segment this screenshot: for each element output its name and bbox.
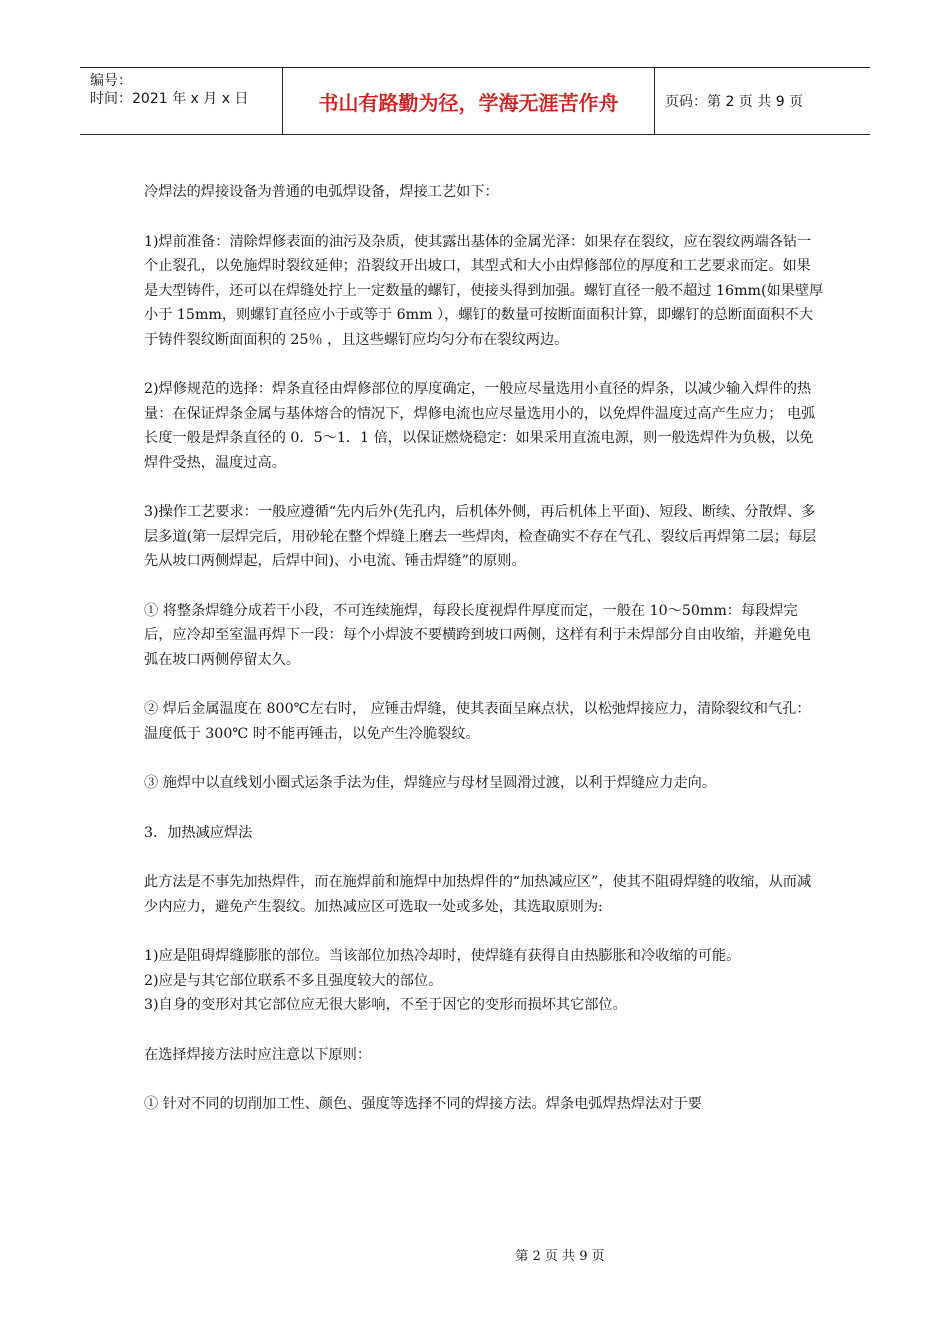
paragraph: ② 焊后金属温度在 800℃左右时， 应锤击焊缝，使其表面呈麻点状，以松弛焊接应力，清除裂纹和气孔：温度低于 300℃ 时不能再锤击，以免产生冷脆裂纹。 <box>144 701 811 742</box>
header-motto: 书山有路勤为径，学海无涯苦作舟 <box>283 68 655 134</box>
document-body <box>144 180 824 1142</box>
list-item: 2)应是与其它部位联系不多且强度较大的部位。 <box>144 972 443 989</box>
document-number-label: 编号： <box>90 73 132 89</box>
paragraph: ③ 施焊中以直线划小圈式运条手法为佳，焊缝应与母材呈圆滑过渡，以利于焊缝应力走向。 <box>144 775 717 791</box>
paragraph: 在选择焊接方法时应注意以下原则： <box>144 1046 372 1063</box>
paragraph: 1)焊前准备：清除焊修表面的油污及杂质，使其露出基体的金属光泽：如果存在裂纹，应在裂纹两端各钻一个止裂孔，以免施焊时裂纹延伸；沿裂纹开出坡口，其型式和大小由焊修部位的厚度和工艺要求而定。如果是大型铸件，还可以在焊缝处拧上一定数量的螺钉，使接头得到加强。螺钉直径一般不超过 16mm(如果壁厚小于 15mm，则螺钉直径应小于或等于 6mm ），螺钉的数量可按断面面积计算，即螺钉的总断面面积不大于铸件裂纹断面面积的 25％ ，且这些螺钉应均匀分布在裂纹两边。 <box>144 233 824 348</box>
document-date-label: 时间：2021 年 x 月 x 日 <box>90 91 249 107</box>
paragraph: 2)焊修规范的选择：焊条直径由焊修部位的厚度确定，一般应尽量选用小直径的焊条，以减少输入焊件的热量：在保证焊条金属与基体熔合的情况下，焊修电流也应尽量选用小的，以免焊件温度过高产生应力； 电弧长度一般是焊条直径的 0．5～1．1 倍，以保证燃烧稳定：如果采用直流电源，则一般选焊件为负极，以免焊件受热，温度过高。 <box>144 381 816 471</box>
section-heading: 3．加热减应焊法 <box>144 824 253 841</box>
header-meta <box>80 68 283 134</box>
paragraph: ① 将整条焊缝分成若干小段，不可连续施焊，每段长度视焊件厚度而定，一般在 10～50mm：每段焊完后，应冷却至室温再焊下一段：每个小焊波不要横跨到坡口两侧，这样有利于未焊部分自由收缩，并避免电弧在坡口两侧停留太久。 <box>144 602 811 668</box>
page-footer: 第 2 页 共 9 页 <box>515 1249 605 1264</box>
paragraph: 冷焊法的焊接设备为普通的电弧焊设备，焊接工艺如下： <box>144 184 499 200</box>
list-item: 1)应是阻碍焊缝膨胀的部位。当该部位加热冷却时，使焊缝有获得自由热膨胀和冷收缩的可能。 <box>144 948 741 964</box>
paragraph: 此方法是不事先加热焊件，而在施焊前和施焊中加热焊件的“加热减应区”，使其不阻碍焊缝的收缩，从而减少内应力，避免产生裂纹。加热减应区可选取一处或多处，其选取原则为: <box>144 874 812 915</box>
paragraph: ① 针对不同的切削加工性、颜色、强度等选择不同的焊接方法。焊条电弧焊热焊法对于要 <box>144 1096 702 1112</box>
paragraph: 3)操作工艺要求：一般应遵循“先内后外(先孔内，后机体外侧，再后机体上平面)、短段、断续、分散焊、多层多道(第一层焊完后，用砂轮在整个焊缝上磨去一些焊肉，检查确实不存在气孔、裂纹后再焊第二层；每层先从坡口两侧焊起，后焊中间)、小电流、锤击焊缝”的原则。 <box>144 504 817 569</box>
list-item: 3)自身的变形对其它部位应无很大影响，不至于因它的变形而损坏其它部位。 <box>144 997 627 1013</box>
page-header <box>80 67 870 135</box>
header-page-info: 页码：第 2 页 共 9 页 <box>665 94 804 110</box>
